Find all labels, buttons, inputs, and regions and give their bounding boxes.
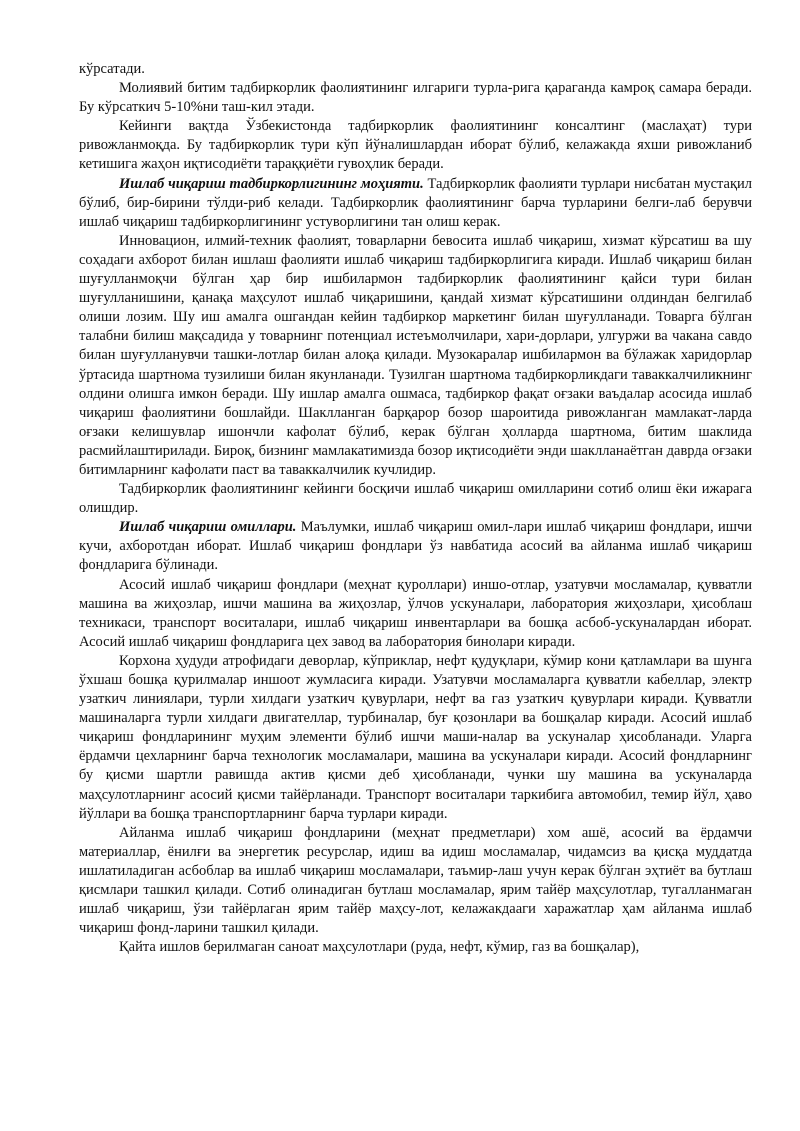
paragraph <box>79 824 752 939</box>
paragraph <box>79 652 752 824</box>
paragraph-text: Қайта ишлов берилмаган саноат маҳсулотлари (руда, нефт, кўмир, газ ва бошқалар), <box>119 939 640 956</box>
section-heading: Ишлаб чиқариш тадбиркорлигининг моҳияти. <box>119 175 424 192</box>
paragraph <box>79 60 752 79</box>
paragraph-text: Маълумки, ишлаб чиқариш омил-лари ишлаб чиқариш фондлари, ишчи кучи, ахборотдан иборат. Ишлаб чиқариш фондлари ўз навбатида асосий ва айланма ишлаб чиқариш фондларига бўлинади. <box>79 519 753 574</box>
paragraph-text: Инновацион, илмий-техник фаолият, товарларни бевосита ишлаб чиқариш, хизмат кўрсатиш ва шу соҳадаги ахборот билан ишлаш фаолияти ишлаб чиқариш тадбиркорлигига киради. Ишлаб чиқариш билан шуғулланмоқчи бўлган ҳар бир ишбилармон тадбиркорлик фаолиятининг қайси тури билан шуғулланишини, қанақа маҳсулот ишлаб чиқаришини, қандай хизмат кўрсатишини олдиндан белгилаб олиши лозим. Шу иш амалга ошгандан кейин тадбиркор маркетинг билан шуғулланади. Товарга бўлган талабни билиш мақсадида у товарнинг потенциал истеъмолчилари, хари-дорлари, улгуржи ва чакана савдо билан шуғулланувчи ташки-лотлар билан алоқа қилади. Музокаралар ишбилармон ва бўлажак харидорлар ўртасида шартнома тузилиши билан якунланади. Тузилган шартнома тадбиркорликдаги таваккалчиликнинг олдини олишга имкон беради. Шу ишлар амалга ошмаса, тадбиркор фақат оғзаки ваъдалар асосида ишлаб чиқариш фаолиятини бошлайди. Шаклланган барқарор бозор шароитида ривожланган мамлакат-ларда оғзаки келишувлар ишончли кафолат бўлиб, керак бўлган ҳолларда шартнома, битим шаклида расмийлаштирилади. Бироқ, бизнинг мамлакатимизда бозор иқтисодиёти энди шаклланаётган даврда оғзаки битимларнинг кафолати паст ва таваккалчилик кучлидир. <box>79 232 752 478</box>
paragraph-text: Тадбиркорлик фаолиятининг кейинги босқичи ишлаб чиқариш омилларини сотиб олиш ёки ижарага олишдир. <box>79 481 752 517</box>
paragraph <box>79 576 752 652</box>
paragraph-text: Молиявий битим тадбиркорлик фаолиятининг илгариги турла-рига қараганда камроқ самара беради. Бу кўрсаткич 5-10%ни таш-кил этади. <box>79 80 752 116</box>
paragraph <box>79 518 752 575</box>
paragraph-text: Кейинги вақтда Ўзбекистонда тадбиркорлик фаолиятининг консалтинг (маслаҳат) тури ривожланмоқда. Бу тадбиркорлик тури кўп йўналишлардан иборат бўлиб, келажакда яхши ривожланиб кетишига жаҳон иқтисодиёти тараққиёти гувоҳлик беради. <box>79 118 752 173</box>
paragraph <box>79 480 752 518</box>
paragraph <box>79 175 752 232</box>
paragraph-text: Корхона ҳудуди атрофидаги деворлар, кўприклар, нефт қудуқлари, кўмир кони қатламлари ва шунга ўхшаш бошқа қурилмалар иншоот жумласига киради. Узатувчи мосламаларга қувватли кабеллар, электр узаткич линиялари, турли хилдаги узаткич қувурлари, нефт ва газ узаткич қувурлари киради. Қувватли машиналарга турли хилдаги двигателлар, турбиналар, буғ қозонлари ва бошқалар киради. Асосий ишлаб чиқариш фондларининг муҳим элементи бўлиб ишчи маши-налар ва ускуналар ҳисобланади. Уларга ёрдамчи цехларнинг барча технологик мосламалари, машина ва ускуналари киради. Асосий фондларнинг бу қисми шартли равишда актив қисми деб ҳисобланади, чунки шу машина ва ускуналарда маҳсулотларнинг асосий қисми тайёрланади. Транспорт воситалари таркибига автомобил, темир йўл, ҳаво йўллари ва бошқа транспортларнинг барча турлари киради. <box>79 652 752 822</box>
paragraph <box>79 232 752 480</box>
paragraph <box>79 117 752 174</box>
paragraph-text: Тадбиркорлик фаолияти турлари нисбатан мустақил бўлиб, бир-бирини тўлди-риб келади. Тадбиркорлик фаолиятининг барча турларини белги-лаб берувчи ишлаб чиқариш тадбиркорлигининг устуворлигини тан олиш керак. <box>79 175 752 230</box>
paragraph <box>79 79 752 117</box>
document-page <box>79 60 752 957</box>
paragraph-text: кўрсатади. <box>79 61 145 77</box>
section-heading: Ишлаб чиқариш омиллари. <box>119 519 297 536</box>
paragraph <box>79 938 752 957</box>
paragraph-text: Асосий ишлаб чиқариш фондлари (меҳнат қуроллари) иншо-отлар, узатувчи мосламалар, қувватли машина ва жиҳозлар, ишчи машина ва жиҳозлар, ўлчов ускуналари, лаборатория жиҳозлари, ҳисоблаш техникаси, транспорт воситалари, ишлаб чиқариш инвентарлари ва бошқа асбоб-ускуналардан иборат. Асосий ишлаб чиқариш фондларига цех завод ва лаборатория бинолари киради. <box>79 576 752 650</box>
paragraph-text: Айланма ишлаб чиқариш фондларини (меҳнат предметлари) хом ашё, асосий ва ёрдамчи материаллар, ёнилғи ва энергетик ресурслар, идиш ва идиш мосламалар, чидамсиз ва қисқа муддатда ишлатиладиган асбоблар ва ишлаб чиқариш мосламалари, таъмир-лаш учун керак бўлган эҳтиёт ва бутлаш қисмлари ташкил қилади. Сотиб олинадиган бутлаш мосламалар, ярим тайёр маҳсулотлар, тугалланмаган ишлаб чиқариш, ўзи тайёрлаган ярим тайёр маҳсу-лот, келажакдааги харажатлар ҳам айланма ишлаб чиқариш фонд-ларини ташкил қилади. <box>79 824 752 937</box>
